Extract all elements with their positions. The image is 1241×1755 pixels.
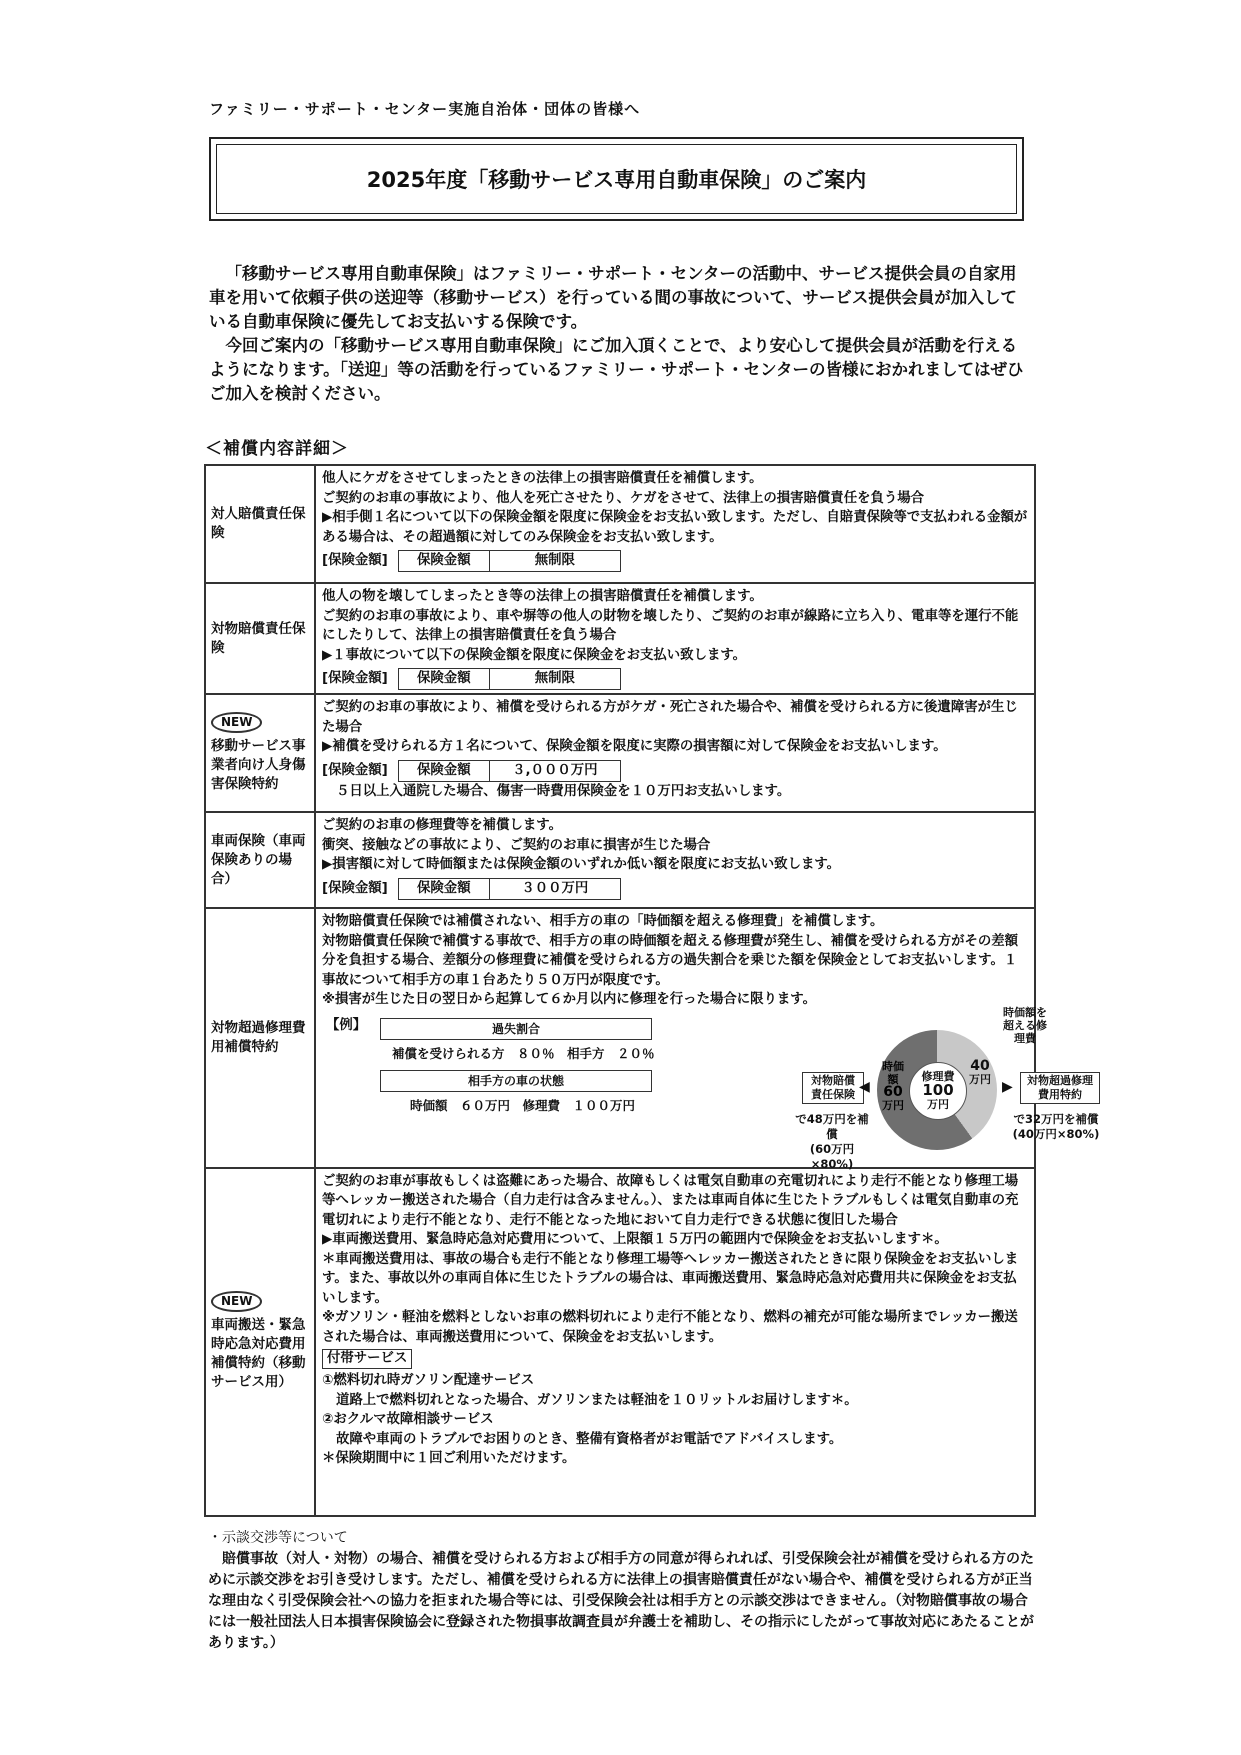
row-label: 対人賠償責任保険	[205, 465, 315, 583]
row-content	[315, 1168, 1035, 1516]
service-desc: 故障や車両のトラブルでお困りのとき、整備有資格者がお電話でアドバイスします。	[336, 1431, 843, 1447]
service-desc: 道路上で燃料切れとなった場合、ガソリンまたは軽油を１０リットルお届けします＊。	[336, 1392, 858, 1408]
intro-paragraph-2: 今回ご案内の「移動サービス専用自動車保険」にご加入頂くことで、より安心して提供会員が活動を行えるようになります。「送迎」等の活動を行っているファミリー・サポート・センターの皆様におかれましてはぜひご加入を検討ください。	[209, 336, 1024, 403]
amount-prefix: [保険金額]	[322, 553, 388, 569]
amount-key: 保険金額	[399, 551, 490, 571]
row-text: ご契約のお車の修理費等を補償します。	[322, 818, 562, 833]
pie-center	[909, 1062, 967, 1120]
row-text: ※損害が生じた日の翌日から起算して６か月以内に修理を行った場合に限ります。	[322, 992, 817, 1007]
new-badge: NEW	[211, 712, 262, 733]
row-text: 他人にケガをさせてしまったときの法律上の損害賠償責任を補償します。	[322, 471, 763, 486]
table-row	[205, 908, 1035, 1168]
row-text: ▶補償を受けられる方１名について、保険金額を限度に実際の損害額に対して保険金をお支払いします。	[322, 739, 947, 754]
row-text: 衝突、接触などの事故により、ご契約のお車に損害が生じた場合	[322, 837, 711, 853]
settlement-heading: ・示談交渉等について	[208, 1530, 348, 1546]
amount-key: 保険金額	[399, 669, 490, 689]
pie-left-seg: 時価額	[882, 1059, 904, 1086]
pie-right-unit: 万円	[969, 1072, 991, 1086]
row-label	[205, 1168, 315, 1516]
arrow-right-icon: ▶	[1002, 1078, 1013, 1095]
new-badge: NEW	[211, 1291, 262, 1312]
arrow-left-icon: ◀	[859, 1078, 870, 1095]
pie-right-top-label: 時価額を超える修理費	[1003, 1005, 1047, 1045]
row-label-text: 車両搬送・緊急時応急対応費用補償特約（移動サービス用）	[211, 1317, 306, 1390]
fault-ratio-text: 補償を受けられる方 ８０％ 相手方 ２０％	[392, 1045, 655, 1061]
amount-key: 保険金額	[399, 879, 490, 899]
service-title: 付帯サービス	[322, 1349, 412, 1369]
intro-paragraph-1: 「移動サービス専用自動車保険」はファミリー・サポート・センターの活動中、サービス提供会員の自家用車を用いて依頼子供の送迎等（移動サービス）を行っている間の事故について、サービス提供会員が加入している自動車保険に優先してお支払いする保険です。	[209, 264, 1017, 331]
amount-value: 無制限	[534, 553, 575, 568]
row-label: 車両保険（車両保険ありの場合）	[205, 812, 315, 908]
addressee: ファミリー・サポート・センター実施自治体・団体の皆様へ	[209, 100, 641, 118]
settlement-section	[208, 1528, 1036, 1654]
row-content	[315, 465, 1035, 583]
example-diagram	[322, 1005, 1100, 1171]
row-label-text: 移動サービス事業者向け人身傷害保険特約	[211, 738, 306, 792]
amount-box	[398, 760, 621, 782]
service-item: ①燃料切れ時ガソリン配達サービス	[322, 1373, 535, 1388]
left-tag: 対物賠償責任保険	[802, 1072, 864, 1104]
row-text: ご契約のお車の事故により、補償を受けられる方がケガ・死亡された場合や、補償を受けられる方に後遺障害が生じた場合	[322, 700, 1018, 735]
table-row	[205, 1168, 1035, 1516]
right-tag: 対物超過修理費用特約	[1020, 1072, 1100, 1104]
table-row	[205, 583, 1035, 694]
intro	[209, 262, 1029, 406]
row-label: 対物賠償責任保険	[205, 583, 315, 694]
example-label: 【例】	[326, 1017, 367, 1033]
amount-value: 無制限	[534, 671, 575, 686]
amount-key: 保険金額	[399, 761, 490, 781]
amount-box	[398, 668, 621, 690]
row-label	[205, 694, 315, 812]
pie-left-val: 60	[883, 1083, 903, 1100]
amount-prefix: [保険金額]	[322, 880, 388, 896]
amount-line	[322, 878, 1028, 900]
row-text: ▶損害額に対して時価額または保険金額のいずれか低い額を限度にお支払い致します。	[322, 857, 841, 872]
row-text: ▶１事故について以下の保険金額を限度に保険金をお支払い致します。	[322, 647, 747, 663]
row-text: ご契約のお車が事故もしくは盗難にあった場合、故障もしくは電気自動車の充電切れにより走行不能となり修理工場等へレッカー搬送された場合（自力走行は含みません。）、または車両自体に生じたトラブルもしくは電気自動車の充電切れにより走行不能となり、走行不能となった地において自力走行できる状態に復旧した場合	[322, 1173, 1019, 1228]
right-payout	[1008, 1112, 1104, 1142]
pie-right-segment-label	[968, 1057, 992, 1086]
amount-box	[398, 550, 621, 572]
section-title: ＜補償内容詳細＞	[205, 439, 349, 459]
car-state-box: 相手方の車の状態	[380, 1070, 652, 1092]
service-item: ②おクルマ故障相談サービス	[322, 1412, 494, 1427]
title-box	[209, 137, 1024, 221]
row-content	[315, 694, 1035, 812]
amount-prefix: [保険金額]	[322, 671, 388, 687]
amount-line	[322, 760, 1028, 782]
coverage-table	[204, 464, 1100, 1517]
fault-ratio-box: 過失割合	[380, 1018, 652, 1040]
amount-value: ３００万円	[521, 880, 589, 896]
settlement-text: 賠償事故（対人・対物）の場合、補償を受けられる方および相手方の同意が得られれば、引受保険会社が補償を受けられる方のために示談交渉をお引き受けします。ただし、補償を受けられる方に法律上の損害賠償責任がない場合や、補償を受けられる方が正当な理由なく引受保険会社への協力を拒まれた場合等には、引受保険会社は相手方との示談交渉はできません。（対物賠償事故の場合には一般社団法人日本損害保険協会に登録された物損事故調査員が弁護士を補助し、その指示にしたがって事故対応にあたることがあります。）	[208, 1551, 1034, 1651]
pie-left-segment-label	[877, 1060, 909, 1112]
row-text: 対物賠償責任保険では補償されない、相手方の車の「時価額を超える修理費」を補償します。	[322, 914, 884, 929]
table-row	[205, 812, 1035, 908]
amount-prefix: [保険金額]	[322, 762, 388, 778]
row-text: ▶相手側１名について以下の保険金額を限度に保険金をお支払い致します。ただし、自賠責保険等で支払われる金額がある場合は、その超過額に対してのみ保険金をお支払い致します。	[322, 510, 1028, 545]
table-row	[205, 694, 1035, 812]
left-payout-text: で48万円を補償	[795, 1111, 869, 1141]
pie-right-val: 40	[970, 1057, 990, 1074]
row-label: 対物超過修理費用補償特約	[205, 908, 315, 1168]
amount-line	[322, 668, 1028, 690]
page-title: 2025年度「移動サービス専用自動車保険」のご案内	[216, 144, 1017, 214]
row-text: ※ガソリン・軽油を燃料としないお車の燃料切れにより走行不能となり、燃料の補充が可能な場所までレッカー搬送された場合は、車両搬送費用について、保険金をお支払いします。	[322, 1310, 1018, 1345]
row-text: ▶車両搬送費用、緊急時応急対応費用について、上限額１５万円の範囲内で保険金をお支払いします＊。	[322, 1232, 948, 1247]
pie-center-unit: 万円	[927, 1098, 949, 1111]
table-row	[205, 465, 1035, 583]
pie-center-value: 100	[922, 1081, 954, 1099]
service-note: ＊保険期間中に１回ご利用いただけます。	[322, 1451, 576, 1466]
right-payout-text: で32万円を補償	[1013, 1111, 1099, 1126]
row-content	[315, 908, 1100, 1171]
amount-line	[322, 550, 1028, 572]
row-content	[315, 583, 1035, 694]
row-text: ご契約のお車の事故により、他人を死亡させたり、ケガをさせて、法律上の損害賠償責任を負う場合	[322, 490, 925, 506]
amount-box	[398, 878, 621, 900]
row-text: 対物賠償責任保険で補償する事故で、相手方の車の時価額を超える修理費が発生し、補償を受けられる方がその差額分を負担する場合、差額分の修理費に補償を受けられる方の過失割合を乗じた額を保険金としてお支払いします。１事故について相手方の車１台あたり５０万円が限度です。	[322, 933, 1019, 988]
pie-center-label: 修理費	[921, 1070, 955, 1083]
right-payout-calc: (40万円×80%)	[1012, 1126, 1100, 1141]
left-payout	[790, 1112, 874, 1172]
row-text: 他人の物を壊してしまったとき等の法律上の損害賠償責任を補償します。	[322, 589, 763, 604]
row-note: ５日以上入通院した場合、傷害一時費用保険金を１０万円お支払いします。	[336, 783, 791, 799]
row-text: ＊車両搬送費用は、事故の場合も走行不能となり修理工場等へレッカー搬送されたときに限り保険金をお支払いします。また、事故以外の車両自体に生じたトラブルの場合は、車両搬送費用、緊急時応急対応費用共に保険金をお支払いします。	[322, 1251, 1019, 1306]
left-payout-calc: (60万円×80%)	[809, 1141, 855, 1171]
row-content	[315, 812, 1035, 908]
pie-left-unit: 万円	[882, 1098, 904, 1112]
row-text: ご契約のお車の事故により、車や塀等の他人の財物を壊したり、ご契約のお車が線路に立ち入り、電車等を運行不能にしたりして、法律上の損害賠償責任を負う場合	[322, 608, 1019, 643]
car-state-text: 時価額 ６０万円 修理費 １００万円	[410, 1097, 636, 1113]
amount-value: ３,０００万円	[512, 762, 598, 778]
